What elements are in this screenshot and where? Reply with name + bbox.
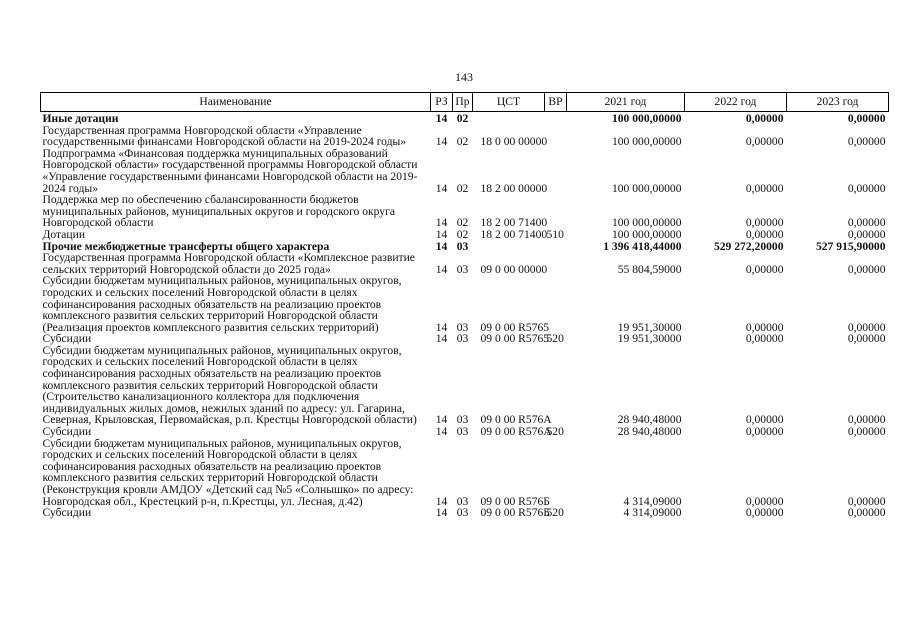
- header-pr: Пр: [453, 93, 473, 112]
- row-value-2023: 0,00000: [847, 332, 886, 346]
- row-rz: 14: [435, 181, 448, 195]
- row-value-2023: 0,00000: [847, 320, 886, 334]
- header-name: Наименование: [41, 93, 431, 112]
- header-2022: 2022 год: [685, 93, 787, 112]
- header-cst: ЦСТ: [473, 93, 545, 112]
- row-pr: 02: [456, 216, 469, 230]
- row-value-2022: 0,00000: [745, 216, 784, 230]
- row-cst: 18 2 00 71400: [480, 227, 548, 241]
- row-value-2022: 0,00000: [745, 227, 784, 241]
- row-rz: 14: [435, 320, 448, 334]
- row-vr: [545, 112, 567, 125]
- row-pr: 02: [456, 181, 469, 195]
- row-name: Поддержка мер по обеспечению сбалансированности бюджетов муниципальных районов, муниципальных округов и городского округа Новгородской области: [42, 193, 395, 230]
- row-rz: 14: [435, 332, 448, 346]
- row-rz: 14: [435, 413, 448, 427]
- row-name: Прочие межбюджетные трансферты общего характера: [42, 239, 330, 253]
- row-value-2022: 0,00000: [745, 425, 784, 439]
- row-pr: 03: [456, 494, 469, 508]
- row-name: Субсидии: [42, 332, 92, 346]
- row-name: Субсидии бюджетам муниципальных районов, муниципальных округов, городских и сельских поселений Новгородской области в целях софинансирования расходных обязательств на реализацию проектов комплексного развития сельских территорий Новгородской области (Реализация проектов комплексного развития сельских территорий): [42, 274, 402, 334]
- row-rz: 14: [435, 239, 448, 253]
- row-value-2021: 100 000,00000: [611, 216, 682, 230]
- row-value-2023: 527 915,90000: [815, 239, 886, 253]
- row-value-2023: 0,00000: [847, 262, 886, 276]
- table-row: [41, 275, 889, 333]
- row-pr: 03: [456, 262, 469, 276]
- row-vr: [545, 194, 567, 229]
- row-cst: 09 0 00 R5765: [480, 320, 550, 334]
- row-cst: 09 0 00 R576А: [480, 425, 552, 439]
- row-value-2023: 0,00000: [847, 227, 886, 241]
- row-cst: 09 0 00 R576Б: [480, 506, 550, 520]
- row-pr: 03: [456, 506, 469, 520]
- table-row: [41, 194, 889, 229]
- row-cst: 09 0 00 R576А: [480, 413, 552, 427]
- row-value-2021: 28 940,48000: [617, 413, 682, 427]
- row-value-2023: 0,00000: [847, 506, 886, 520]
- row-rz: 14: [435, 262, 448, 276]
- row-value-2021: 100 000,00000: [611, 112, 682, 125]
- row-value-2023: 0,00000: [847, 494, 886, 508]
- row-name: Государственная программа Новгородской области «Комплексное развитие сельских территорий Новгородской области до 2025 года»: [42, 251, 415, 276]
- row-cst: 18 2 00 00000: [480, 181, 548, 195]
- header-2021: 2021 год: [567, 93, 685, 112]
- budget-table: [40, 92, 889, 519]
- table-row: [41, 229, 889, 241]
- row-cst: [473, 241, 545, 253]
- table-row: [41, 148, 889, 194]
- row-value-2023: 0,00000: [847, 112, 886, 125]
- table-row: [41, 125, 889, 148]
- row-vr: 510: [546, 227, 564, 241]
- row-rz: 14: [435, 506, 448, 520]
- row-value-2023: 0,00000: [847, 216, 886, 230]
- row-vr: [545, 125, 567, 148]
- row-pr: 03: [456, 425, 469, 439]
- row-value-2022: 0,00000: [745, 320, 784, 334]
- row-pr: 02: [456, 135, 469, 149]
- row-vr: 520: [546, 506, 564, 520]
- table-row: [41, 112, 889, 125]
- row-cst: 09 0 00 R5765: [480, 332, 550, 346]
- row-value-2023: 0,00000: [847, 181, 886, 195]
- row-rz: 14: [435, 494, 448, 508]
- row-value-2023: 0,00000: [847, 425, 886, 439]
- row-value-2022: 0,00000: [745, 413, 784, 427]
- row-value-2021: 100 000,00000: [611, 181, 682, 195]
- row-vr: [545, 241, 567, 253]
- row-value-2023: 0,00000: [847, 413, 886, 427]
- page-number: 143: [455, 70, 473, 84]
- row-name: Субсидии: [42, 506, 92, 520]
- row-value-2021: 100 000,00000: [611, 135, 682, 149]
- table-row: [41, 345, 889, 426]
- row-vr: [545, 252, 567, 275]
- row-rz: 14: [435, 227, 448, 241]
- row-vr: 520: [546, 332, 564, 346]
- row-rz: 14: [435, 425, 448, 439]
- row-name: Государственная программа Новгородской области «Управление государственными финансами Новгородской области на 2019-2024 годы»: [42, 123, 407, 149]
- row-name: Субсидии: [42, 425, 92, 439]
- row-value-2022: 0,00000: [745, 181, 784, 195]
- table-row: [41, 252, 889, 275]
- row-value-2021: 19 951,30000: [617, 320, 682, 334]
- row-vr: 520: [546, 425, 564, 439]
- table-body: [41, 112, 889, 519]
- row-name: Иные дотации: [42, 112, 119, 125]
- row-value-2023: 0,00000: [847, 135, 886, 149]
- table-row: [41, 426, 889, 438]
- row-value-2021: 1 396 418,44000: [603, 239, 682, 253]
- header-2023: 2023 год: [787, 93, 889, 112]
- row-name: Дотации: [42, 227, 86, 241]
- row-value-2022: 0,00000: [745, 332, 784, 346]
- row-pr: 02: [456, 112, 469, 125]
- row-name: Субсидии бюджетам муниципальных районов, муниципальных округов, городских и сельских поселений Новгородской области в целях софинансирования расходных обязательств на реализацию проектов комплексного развития сельских территорий Новгородской области (Реконструкция кровли АМДОУ «Детский сад №5 «Солнышко» по адресу: Новгородская обл., Крестецкий р-н, п.Крестцы, ул. Лесная, д.42): [42, 436, 414, 508]
- row-rz: 14: [435, 135, 448, 149]
- row-name: Подпрограмма «Финансовая поддержка муниципальных образований Новгородской области» государственной программы Новгородской области «Управление государственными финансами Новгородской области на 2019-2024 годы»: [42, 146, 418, 195]
- row-pr: 03: [456, 320, 469, 334]
- row-value-2021: 100 000,00000: [611, 227, 682, 241]
- header-vr: ВР: [545, 93, 567, 112]
- row-value-2021: 28 940,48000: [617, 425, 682, 439]
- row-pr: 03: [456, 239, 469, 253]
- row-rz: 14: [435, 216, 448, 230]
- row-pr: 02: [456, 227, 469, 241]
- row-value-2022: 529 272,20000: [713, 239, 784, 253]
- row-name: Субсидии бюджетам муниципальных районов, муниципальных округов, городских и сельских поселений Новгородской области в целях софинансирования расходных обязательств на реализацию проектов комплексного развития сельских территорий Новгородской области (Строительство канализационного коллектора для подключения индивидуальных жилых домов, нежилых зданий по адресу: ул. Гагарина, Северная, Крыловская, Первомайская, р.п. Крестцы Новгородской области): [42, 343, 417, 427]
- row-cst: 09 0 00 00000: [480, 262, 548, 276]
- header-rz: РЗ: [431, 93, 453, 112]
- row-cst: [473, 112, 545, 125]
- row-value-2021: 19 951,30000: [617, 332, 682, 346]
- row-value-2021: 55 804,59000: [617, 262, 682, 276]
- row-value-2021: 4 314,09000: [623, 494, 682, 508]
- row-pr: 03: [456, 413, 469, 427]
- row-value-2021: 4 314,09000: [623, 506, 682, 520]
- row-rz: 14: [435, 112, 448, 125]
- row-cst: 09 0 00 R576Б: [480, 494, 550, 508]
- row-value-2022: 0,00000: [745, 135, 784, 149]
- row-value-2022: 0,00000: [745, 262, 784, 276]
- row-cst: 18 0 00 00000: [480, 135, 548, 149]
- row-value-2022: 0,00000: [745, 112, 784, 125]
- table-row: [41, 438, 889, 508]
- table-header-row: [41, 93, 889, 112]
- row-pr: 03: [456, 332, 469, 346]
- row-value-2022: 0,00000: [745, 494, 784, 508]
- table-row: [41, 507, 889, 519]
- row-cst: 18 2 00 71400: [480, 216, 548, 230]
- row-vr: [545, 148, 567, 194]
- row-value-2022: 0,00000: [745, 506, 784, 520]
